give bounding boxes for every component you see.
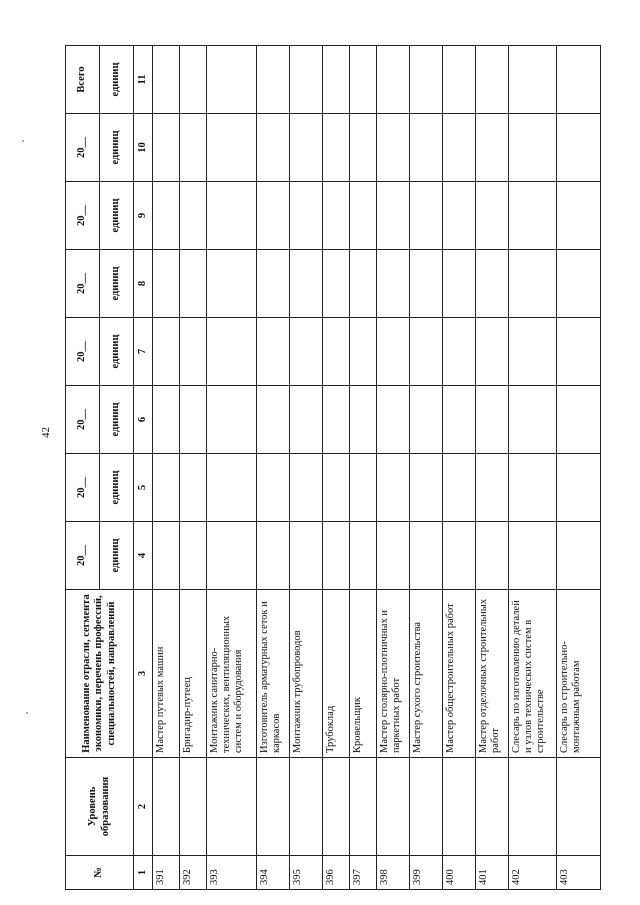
row-number: 394: [257, 856, 290, 890]
row-value-cell: [257, 318, 290, 386]
row-value-cell: [350, 386, 377, 454]
row-number: 392: [180, 856, 207, 890]
row-level-cell: [476, 758, 509, 856]
row-value-cell: [207, 250, 257, 318]
row-value-cell: [377, 250, 410, 318]
row-value-cell: [410, 182, 443, 250]
row-value-cell: [180, 318, 207, 386]
row-value-cell: [153, 182, 180, 250]
row-value-cell: [290, 46, 323, 114]
row-value-cell: [350, 522, 377, 590]
row-value-cell: [377, 454, 410, 522]
row-number: 400: [443, 856, 476, 890]
row-profession-name: Слесарь по строительно-монтажным работам: [557, 590, 601, 758]
row-value-cell: [257, 386, 290, 454]
table-row: [509, 46, 557, 890]
column-number: 9: [134, 182, 153, 250]
header-level: Уровень образования: [66, 758, 134, 856]
row-value-cell: [377, 386, 410, 454]
row-value-cell: [350, 114, 377, 182]
row-value-cell: [207, 522, 257, 590]
row-value-cell: [153, 386, 180, 454]
row-value-cell: [257, 114, 290, 182]
row-value-cell: [557, 182, 601, 250]
row-value-cell: [153, 114, 180, 182]
row-value-cell: [509, 114, 557, 182]
row-level-cell: [323, 758, 350, 856]
row-value-cell: [257, 182, 290, 250]
row-value-cell: [509, 250, 557, 318]
column-number: 11: [134, 46, 153, 114]
row-value-cell: [443, 46, 476, 114]
row-number: 399: [410, 856, 443, 890]
column-number: 7: [134, 318, 153, 386]
row-value-cell: [410, 46, 443, 114]
header-year: 20__: [66, 454, 100, 522]
row-value-cell: [257, 250, 290, 318]
column-number: 2: [134, 758, 153, 856]
row-value-cell: [323, 250, 350, 318]
row-value-cell: [443, 182, 476, 250]
column-number-row: [134, 46, 153, 890]
row-value-cell: [476, 386, 509, 454]
row-value-cell: [290, 250, 323, 318]
row-value-cell: [509, 522, 557, 590]
row-value-cell: [509, 318, 557, 386]
header-unit: единиц: [100, 522, 134, 590]
row-value-cell: [180, 46, 207, 114]
row-value-cell: [557, 522, 601, 590]
row-value-cell: [476, 114, 509, 182]
table-row: [290, 46, 323, 890]
header-unit: единиц: [100, 318, 134, 386]
row-value-cell: [207, 454, 257, 522]
page-number: 42: [40, 427, 52, 438]
row-value-cell: [377, 182, 410, 250]
row-value-cell: [153, 46, 180, 114]
row-value-cell: [207, 182, 257, 250]
table-row: [350, 46, 377, 890]
scan-speck: [26, 712, 28, 714]
row-number: 398: [377, 856, 410, 890]
row-value-cell: [290, 182, 323, 250]
row-value-cell: [323, 114, 350, 182]
row-value-cell: [180, 454, 207, 522]
row-value-cell: [350, 182, 377, 250]
row-level-cell: [257, 758, 290, 856]
table-row: [153, 46, 180, 890]
row-value-cell: [377, 522, 410, 590]
row-value-cell: [323, 386, 350, 454]
header-unit: единиц: [100, 114, 134, 182]
row-value-cell: [323, 454, 350, 522]
row-value-cell: [476, 454, 509, 522]
row-number: 403: [557, 856, 601, 890]
row-level-cell: [153, 758, 180, 856]
row-value-cell: [290, 454, 323, 522]
row-value-cell: [377, 46, 410, 114]
row-value-cell: [257, 454, 290, 522]
row-value-cell: [410, 250, 443, 318]
row-value-cell: [476, 46, 509, 114]
row-value-cell: [476, 182, 509, 250]
row-value-cell: [323, 46, 350, 114]
row-value-cell: [557, 386, 601, 454]
row-value-cell: [207, 386, 257, 454]
row-profession-name: Изготовитель арматурных сеток и каркасов: [257, 590, 290, 758]
row-value-cell: [290, 386, 323, 454]
row-profession-name: Слесарь по изготовлению деталей и узлов технических систем в строительстве: [509, 590, 557, 758]
row-value-cell: [180, 250, 207, 318]
row-value-cell: [443, 318, 476, 386]
header-unit: единиц: [100, 386, 134, 454]
column-number: 8: [134, 250, 153, 318]
row-value-cell: [153, 250, 180, 318]
row-value-cell: [476, 522, 509, 590]
header-year: 20__: [66, 250, 100, 318]
row-value-cell: [377, 114, 410, 182]
row-value-cell: [180, 182, 207, 250]
row-number: 402: [509, 856, 557, 890]
row-value-cell: [443, 522, 476, 590]
row-value-cell: [557, 318, 601, 386]
row-value-cell: [350, 454, 377, 522]
row-value-cell: [257, 46, 290, 114]
row-level-cell: [557, 758, 601, 856]
header-unit: единиц: [100, 46, 134, 114]
row-value-cell: [509, 386, 557, 454]
header-year: 20__: [66, 114, 100, 182]
table-row: [257, 46, 290, 890]
row-number: 396: [323, 856, 350, 890]
table-row: [207, 46, 257, 890]
row-value-cell: [153, 454, 180, 522]
row-profession-name: Бригадир-путеец: [180, 590, 207, 758]
header-name: Наименование отрасли, сегмента экономики, перечень профессий, специальностей, направлений: [66, 590, 134, 758]
row-value-cell: [443, 114, 476, 182]
row-value-cell: [180, 386, 207, 454]
row-value-cell: [557, 454, 601, 522]
table-row: [323, 46, 350, 890]
header-unit: единиц: [100, 250, 134, 318]
row-value-cell: [323, 318, 350, 386]
row-value-cell: [153, 318, 180, 386]
row-value-cell: [443, 250, 476, 318]
column-number: 4: [134, 522, 153, 590]
header-unit: единиц: [100, 182, 134, 250]
row-profession-name: Мастер столярно-плотничных и паркетных работ: [377, 590, 410, 758]
row-value-cell: [410, 386, 443, 454]
table-body: [153, 46, 601, 890]
table-row: [443, 46, 476, 890]
header-year: 20__: [66, 318, 100, 386]
row-number: 393: [207, 856, 257, 890]
scan-speck: [22, 140, 24, 142]
row-value-cell: [180, 114, 207, 182]
row-value-cell: [557, 114, 601, 182]
row-level-cell: [350, 758, 377, 856]
row-level-cell: [290, 758, 323, 856]
row-level-cell: [509, 758, 557, 856]
row-value-cell: [410, 318, 443, 386]
row-profession-name: Трубоклад: [323, 590, 350, 758]
header-year: 20__: [66, 522, 100, 590]
row-value-cell: [557, 46, 601, 114]
column-number: 1: [134, 856, 153, 890]
row-profession-name: Кровельщик: [350, 590, 377, 758]
row-value-cell: [207, 46, 257, 114]
column-number: 6: [134, 386, 153, 454]
table-row: [557, 46, 601, 890]
row-value-cell: [509, 454, 557, 522]
row-value-cell: [557, 250, 601, 318]
row-value-cell: [509, 182, 557, 250]
row-value-cell: [377, 318, 410, 386]
row-value-cell: [257, 522, 290, 590]
row-profession-name: Монтажник санитарно-технических, вентиляционных систем и оборудования: [207, 590, 257, 758]
row-number: 391: [153, 856, 180, 890]
header-unit: единиц: [100, 454, 134, 522]
row-value-cell: [323, 522, 350, 590]
header-year: 20__: [66, 386, 100, 454]
row-profession-name: Монтажник трубопроводов: [290, 590, 323, 758]
row-value-cell: [410, 454, 443, 522]
row-value-cell: [476, 318, 509, 386]
table-row: [476, 46, 509, 890]
row-profession-name: Мастер общестроительных работ: [443, 590, 476, 758]
column-number: 3: [134, 590, 153, 758]
row-profession-name: Мастер отделочных строительных работ: [476, 590, 509, 758]
row-level-cell: [443, 758, 476, 856]
row-profession-name: Мастер сухого строительства: [410, 590, 443, 758]
column-number: 10: [134, 114, 153, 182]
row-number: 397: [350, 856, 377, 890]
row-number: 395: [290, 856, 323, 890]
header-total: Всего: [66, 46, 100, 114]
row-value-cell: [290, 318, 323, 386]
row-level-cell: [410, 758, 443, 856]
row-level-cell: [180, 758, 207, 856]
row-level-cell: [207, 758, 257, 856]
row-value-cell: [290, 114, 323, 182]
column-number: 5: [134, 454, 153, 522]
row-value-cell: [323, 182, 350, 250]
header-no: №: [66, 856, 134, 890]
row-level-cell: [377, 758, 410, 856]
row-value-cell: [350, 318, 377, 386]
table-row: [410, 46, 443, 890]
row-value-cell: [207, 114, 257, 182]
row-value-cell: [180, 522, 207, 590]
row-value-cell: [350, 250, 377, 318]
row-profession-name: Мастер путевых машин: [153, 590, 180, 758]
row-value-cell: [410, 114, 443, 182]
header-row-years: [66, 46, 100, 890]
row-value-cell: [443, 386, 476, 454]
row-number: 401: [476, 856, 509, 890]
data-table-wrapper: [65, 45, 597, 890]
header-year: 20__: [66, 182, 100, 250]
data-table: [65, 45, 601, 890]
row-value-cell: [410, 522, 443, 590]
row-value-cell: [207, 318, 257, 386]
row-value-cell: [443, 454, 476, 522]
row-value-cell: [476, 250, 509, 318]
row-value-cell: [509, 46, 557, 114]
table-row: [377, 46, 410, 890]
row-value-cell: [350, 46, 377, 114]
row-value-cell: [153, 522, 180, 590]
table-row: [180, 46, 207, 890]
row-value-cell: [290, 522, 323, 590]
